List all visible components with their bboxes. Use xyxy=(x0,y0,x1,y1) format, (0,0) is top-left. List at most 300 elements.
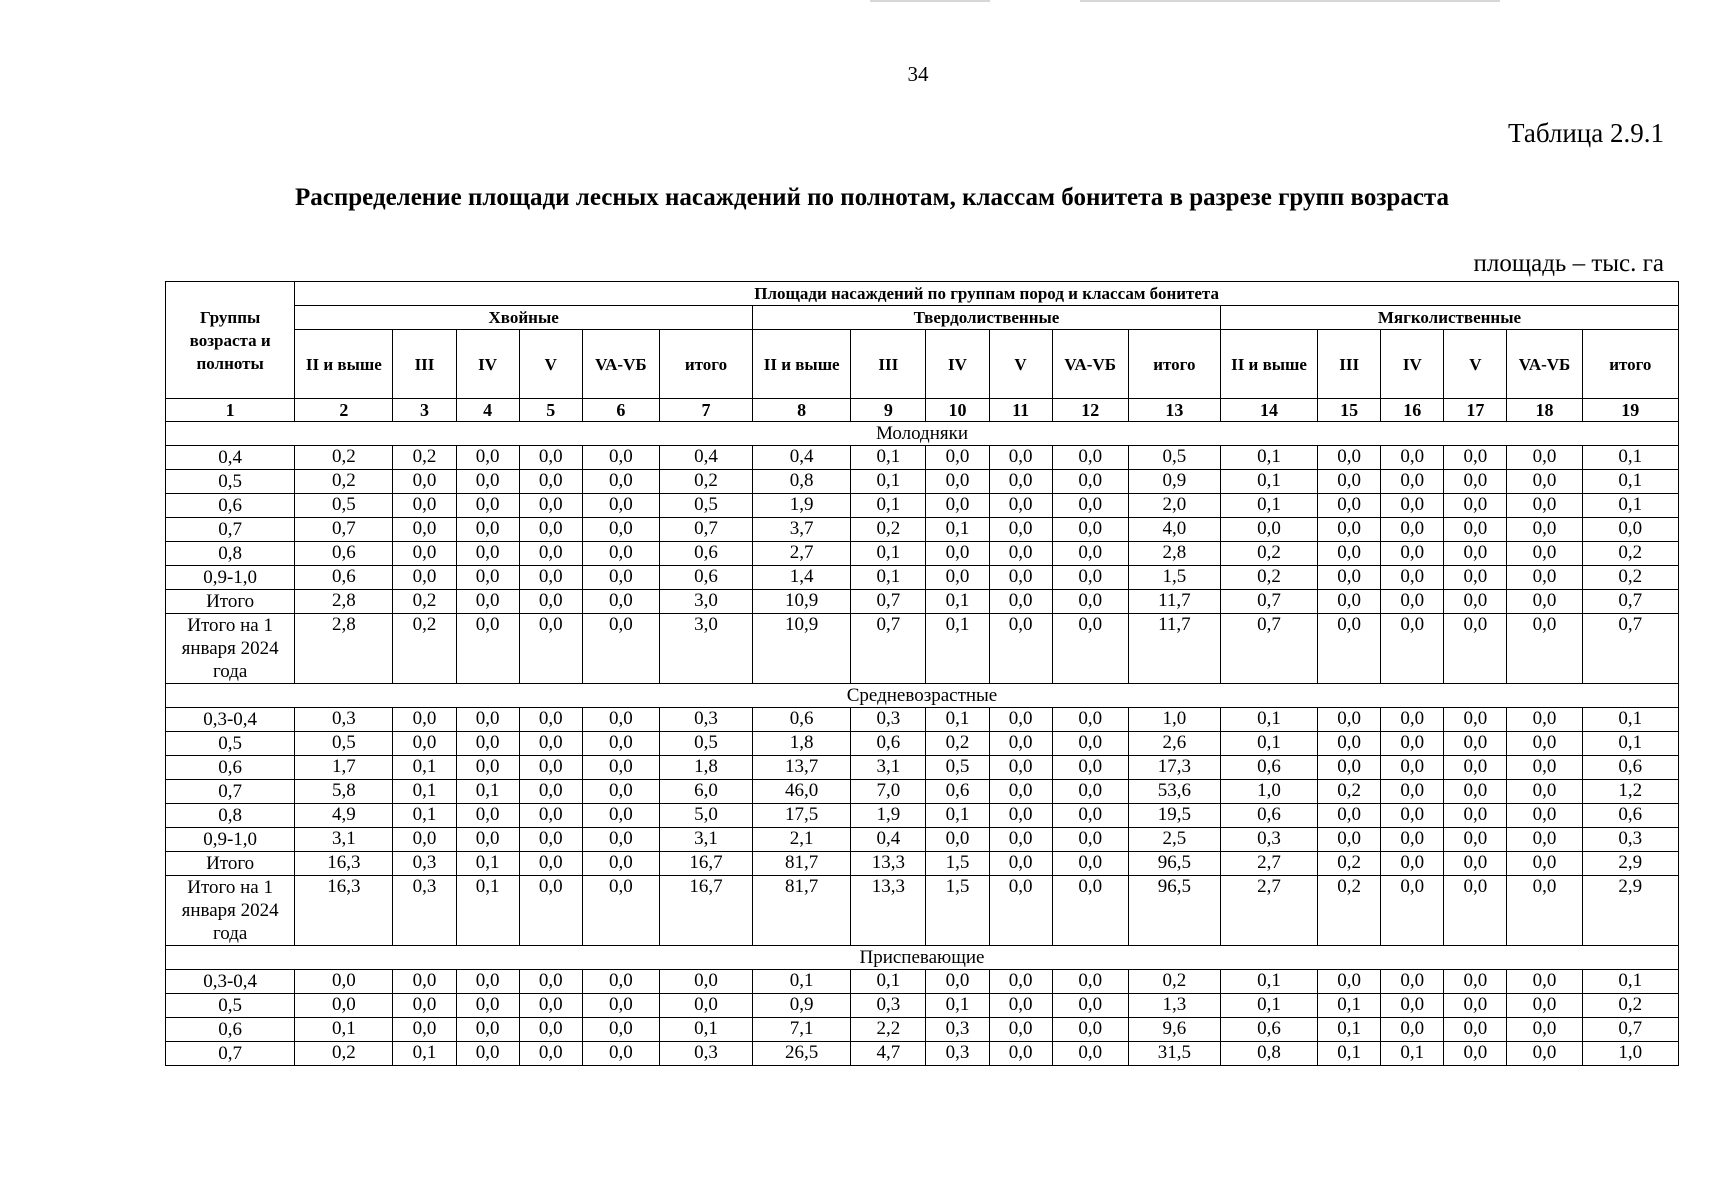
value-cell: 0,0 xyxy=(989,852,1052,876)
value-cell: 0,0 xyxy=(1052,804,1128,828)
value-cell: 0,0 xyxy=(582,970,659,994)
value-cell: 0,0 xyxy=(582,732,659,756)
row-label: 0,5 xyxy=(166,732,295,756)
value-cell: 0,0 xyxy=(989,970,1052,994)
value-cell: 0,0 xyxy=(1381,994,1444,1018)
value-cell: 0,0 xyxy=(989,542,1052,566)
group-header-coniferous: Хвойные xyxy=(295,306,753,330)
value-cell: 0,0 xyxy=(1444,804,1507,828)
value-cell: 9,6 xyxy=(1128,1018,1220,1042)
value-cell: 0,0 xyxy=(1507,970,1582,994)
row-label: Итого на 1 января 2024 года xyxy=(166,876,295,946)
value-cell: 0,0 xyxy=(1052,494,1128,518)
value-cell: 0,0 xyxy=(393,566,456,590)
value-cell: 0,3 xyxy=(926,1042,989,1066)
value-cell: 0,0 xyxy=(1052,876,1128,946)
value-cell: 3,1 xyxy=(851,756,926,780)
table-body xyxy=(166,422,1679,1066)
value-cell: 0,0 xyxy=(989,708,1052,732)
value-cell: 3,1 xyxy=(295,828,393,852)
value-cell: 0,0 xyxy=(582,828,659,852)
value-cell: 0,1 xyxy=(1318,1018,1381,1042)
section-row xyxy=(166,422,1679,446)
value-cell: 0,0 xyxy=(989,804,1052,828)
row-label: 0,6 xyxy=(166,756,295,780)
value-cell: 0,0 xyxy=(393,708,456,732)
value-cell: 0,4 xyxy=(851,828,926,852)
table-row xyxy=(166,566,1679,590)
subheader-cell: III xyxy=(393,330,456,399)
column-number: 2 xyxy=(295,399,393,422)
table-row xyxy=(166,828,1679,852)
value-cell: 0,0 xyxy=(456,542,519,566)
value-cell: 0,0 xyxy=(456,994,519,1018)
value-cell: 0,0 xyxy=(1318,708,1381,732)
value-cell: 0,0 xyxy=(1381,756,1444,780)
value-cell: 0,0 xyxy=(1052,780,1128,804)
value-cell: 0,0 xyxy=(1507,756,1582,780)
value-cell: 0,0 xyxy=(1507,1018,1582,1042)
value-cell: 0,1 xyxy=(393,804,456,828)
column-number: 5 xyxy=(519,399,582,422)
table-row xyxy=(166,518,1679,542)
value-cell: 0,0 xyxy=(393,494,456,518)
value-cell: 0,0 xyxy=(1052,590,1128,614)
value-cell: 0,0 xyxy=(456,732,519,756)
value-cell: 0,0 xyxy=(989,614,1052,684)
value-cell: 0,0 xyxy=(1318,566,1381,590)
column-number: 12 xyxy=(1052,399,1128,422)
value-cell: 0,1 xyxy=(1220,970,1317,994)
value-cell: 0,0 xyxy=(1444,566,1507,590)
value-cell: 0,0 xyxy=(582,518,659,542)
value-cell: 0,0 xyxy=(1444,708,1507,732)
value-cell: 0,0 xyxy=(1507,1042,1582,1066)
value-cell: 0,1 xyxy=(926,708,989,732)
value-cell: 0,7 xyxy=(1220,614,1317,684)
value-cell: 4,9 xyxy=(295,804,393,828)
value-cell: 0,6 xyxy=(295,566,393,590)
value-cell: 0,0 xyxy=(582,852,659,876)
value-cell: 0,0 xyxy=(926,470,989,494)
subheader-cell: V xyxy=(989,330,1052,399)
row-label: Итого на 1 января 2024 года xyxy=(166,614,295,684)
value-cell: 0,0 xyxy=(295,994,393,1018)
value-cell: 0,0 xyxy=(1052,994,1128,1018)
value-cell: 0,0 xyxy=(456,614,519,684)
value-cell: 0,0 xyxy=(659,994,752,1018)
value-cell: 0,0 xyxy=(926,542,989,566)
value-cell: 81,7 xyxy=(753,876,851,946)
value-cell: 0,1 xyxy=(851,470,926,494)
value-cell: 0,0 xyxy=(989,566,1052,590)
section-title: Средневозрастные xyxy=(166,684,1679,708)
value-cell: 17,3 xyxy=(1128,756,1220,780)
value-cell: 31,5 xyxy=(1128,1042,1220,1066)
value-cell: 0,0 xyxy=(1444,876,1507,946)
value-cell: 0,0 xyxy=(1381,518,1444,542)
value-cell: 1,8 xyxy=(659,756,752,780)
value-cell: 0,0 xyxy=(456,970,519,994)
column-number: 18 xyxy=(1507,399,1582,422)
value-cell: 0,3 xyxy=(926,1018,989,1042)
value-cell: 0,0 xyxy=(456,804,519,828)
value-cell: 0,4 xyxy=(753,446,851,470)
value-cell: 0,0 xyxy=(519,470,582,494)
value-cell: 0,0 xyxy=(519,446,582,470)
value-cell: 0,0 xyxy=(1507,590,1582,614)
section-title: Приспевающие xyxy=(166,946,1679,970)
value-cell: 0,0 xyxy=(1318,494,1381,518)
value-cell: 0,0 xyxy=(926,494,989,518)
value-cell: 0,1 xyxy=(1220,732,1317,756)
value-cell: 1,2 xyxy=(1582,780,1678,804)
value-cell: 0,0 xyxy=(926,828,989,852)
section-row xyxy=(166,946,1679,970)
value-cell: 0,1 xyxy=(1220,994,1317,1018)
row-label: 0,8 xyxy=(166,804,295,828)
value-cell: 26,5 xyxy=(753,1042,851,1066)
value-cell: 0,0 xyxy=(519,780,582,804)
subheader-cell: III xyxy=(1318,330,1381,399)
column-number: 15 xyxy=(1318,399,1381,422)
value-cell: 7,0 xyxy=(851,780,926,804)
value-cell: 0,0 xyxy=(519,876,582,946)
value-cell: 1,3 xyxy=(1128,994,1220,1018)
value-cell: 53,6 xyxy=(1128,780,1220,804)
value-cell: 0,1 xyxy=(926,590,989,614)
value-cell: 0,0 xyxy=(1507,828,1582,852)
value-cell: 0,8 xyxy=(753,470,851,494)
value-cell: 0,0 xyxy=(1444,470,1507,494)
value-cell: 0,0 xyxy=(1318,804,1381,828)
value-cell: 0,0 xyxy=(582,614,659,684)
value-cell: 0,2 xyxy=(1128,970,1220,994)
value-cell: 2,8 xyxy=(1128,542,1220,566)
value-cell: 0,0 xyxy=(393,994,456,1018)
subheader-cell: IV xyxy=(1381,330,1444,399)
value-cell: 3,7 xyxy=(753,518,851,542)
value-cell: 0,0 xyxy=(1444,732,1507,756)
value-cell: 0,0 xyxy=(1052,732,1128,756)
value-cell: 0,7 xyxy=(1582,590,1678,614)
value-cell: 0,0 xyxy=(1507,780,1582,804)
table-row xyxy=(166,1018,1679,1042)
value-cell: 0,0 xyxy=(1507,542,1582,566)
forest-area-table xyxy=(165,281,1679,1066)
value-cell: 0,0 xyxy=(519,590,582,614)
value-cell: 0,0 xyxy=(393,470,456,494)
value-cell: 0,6 xyxy=(1220,1018,1317,1042)
row-label: 0,7 xyxy=(166,1042,295,1066)
value-cell: 0,1 xyxy=(393,1042,456,1066)
value-cell: 0,6 xyxy=(659,566,752,590)
value-cell: 0,8 xyxy=(1220,1042,1317,1066)
value-cell: 0,2 xyxy=(1582,566,1678,590)
value-cell: 5,0 xyxy=(659,804,752,828)
table-row xyxy=(166,780,1679,804)
value-cell: 0,0 xyxy=(393,732,456,756)
value-cell: 0,0 xyxy=(456,518,519,542)
value-cell: 0,1 xyxy=(393,780,456,804)
row-label: 0,9-1,0 xyxy=(166,828,295,852)
value-cell: 0,0 xyxy=(989,1042,1052,1066)
value-cell: 0,0 xyxy=(456,566,519,590)
value-cell: 0,3 xyxy=(659,708,752,732)
value-cell: 0,9 xyxy=(753,994,851,1018)
value-cell: 0,0 xyxy=(295,970,393,994)
value-cell: 0,0 xyxy=(1507,446,1582,470)
value-cell: 0,6 xyxy=(926,780,989,804)
value-cell: 4,0 xyxy=(1128,518,1220,542)
value-cell: 0,5 xyxy=(926,756,989,780)
value-cell: 1,9 xyxy=(753,494,851,518)
value-cell: 0,0 xyxy=(1381,780,1444,804)
value-cell: 0,6 xyxy=(1582,756,1678,780)
value-cell: 0,0 xyxy=(1052,566,1128,590)
value-cell: 0,0 xyxy=(1052,446,1128,470)
table-row xyxy=(166,446,1679,470)
value-cell: 0,0 xyxy=(393,970,456,994)
value-cell: 0,0 xyxy=(1318,756,1381,780)
value-cell: 2,8 xyxy=(295,614,393,684)
value-cell: 0,0 xyxy=(989,494,1052,518)
value-cell: 0,0 xyxy=(989,756,1052,780)
value-cell: 16,3 xyxy=(295,852,393,876)
value-cell: 0,0 xyxy=(1220,518,1317,542)
value-cell: 0,7 xyxy=(851,614,926,684)
value-cell: 0,1 xyxy=(393,756,456,780)
value-cell: 0,0 xyxy=(393,518,456,542)
value-cell: 0,0 xyxy=(1381,970,1444,994)
value-cell: 0,2 xyxy=(926,732,989,756)
value-cell: 0,0 xyxy=(456,828,519,852)
value-cell: 0,1 xyxy=(1220,708,1317,732)
value-cell: 0,7 xyxy=(851,590,926,614)
value-cell: 0,1 xyxy=(851,446,926,470)
value-cell: 0,2 xyxy=(1582,542,1678,566)
value-cell: 1,0 xyxy=(1582,1042,1678,1066)
value-cell: 0,0 xyxy=(393,828,456,852)
value-cell: 0,0 xyxy=(456,708,519,732)
column-number: 7 xyxy=(659,399,752,422)
column-number: 4 xyxy=(456,399,519,422)
value-cell: 0,4 xyxy=(659,446,752,470)
subheader-cell: V xyxy=(519,330,582,399)
value-cell: 0,0 xyxy=(519,756,582,780)
value-cell: 0,0 xyxy=(456,756,519,780)
value-cell: 0,2 xyxy=(1318,852,1381,876)
value-cell: 0,7 xyxy=(659,518,752,542)
value-cell: 0,0 xyxy=(582,494,659,518)
value-cell: 0,1 xyxy=(1582,732,1678,756)
table-row xyxy=(166,804,1679,828)
table-row xyxy=(166,970,1679,994)
column-number-row xyxy=(166,399,1679,422)
value-cell: 0,0 xyxy=(1052,708,1128,732)
table-row xyxy=(166,542,1679,566)
value-cell: 0,0 xyxy=(1381,590,1444,614)
value-cell: 0,0 xyxy=(1444,994,1507,1018)
value-cell: 0,1 xyxy=(851,970,926,994)
value-cell: 0,0 xyxy=(1444,542,1507,566)
value-cell: 0,0 xyxy=(1381,470,1444,494)
value-cell: 0,0 xyxy=(1318,732,1381,756)
value-cell: 13,3 xyxy=(851,876,926,946)
value-cell: 0,3 xyxy=(393,876,456,946)
value-cell: 0,0 xyxy=(1444,590,1507,614)
value-cell: 0,0 xyxy=(1318,828,1381,852)
value-cell: 0,1 xyxy=(851,566,926,590)
value-cell: 0,0 xyxy=(1318,590,1381,614)
value-cell: 0,1 xyxy=(753,970,851,994)
value-cell: 0,2 xyxy=(393,614,456,684)
value-cell: 0,0 xyxy=(1052,470,1128,494)
column-number: 16 xyxy=(1381,399,1444,422)
value-cell: 3,0 xyxy=(659,590,752,614)
value-cell: 0,0 xyxy=(456,1042,519,1066)
subheader-cell: V xyxy=(1444,330,1507,399)
value-cell: 0,0 xyxy=(519,1042,582,1066)
subheader-cell: итого xyxy=(1582,330,1678,399)
value-cell: 2,9 xyxy=(1582,876,1678,946)
value-cell: 96,5 xyxy=(1128,852,1220,876)
value-cell: 0,2 xyxy=(1318,780,1381,804)
value-cell: 0,5 xyxy=(1128,446,1220,470)
value-cell: 0,3 xyxy=(295,708,393,732)
value-cell: 0,0 xyxy=(519,708,582,732)
row-label: 0,7 xyxy=(166,780,295,804)
value-cell: 0,0 xyxy=(1444,446,1507,470)
value-cell: 0,0 xyxy=(1381,494,1444,518)
value-cell: 0,0 xyxy=(989,994,1052,1018)
value-cell: 16,7 xyxy=(659,852,752,876)
group-header-row xyxy=(166,306,1679,330)
value-cell: 0,0 xyxy=(1318,970,1381,994)
value-cell: 0,0 xyxy=(456,590,519,614)
value-cell: 3,1 xyxy=(659,828,752,852)
row-label: 0,9-1,0 xyxy=(166,566,295,590)
subheader-row xyxy=(166,330,1679,399)
value-cell: 0,0 xyxy=(659,970,752,994)
table-row xyxy=(166,852,1679,876)
value-cell: 0,3 xyxy=(851,708,926,732)
value-cell: 0,0 xyxy=(519,828,582,852)
value-cell: 0,1 xyxy=(456,852,519,876)
table-title: Распределение площади лесных насаждений по полнотам, классам бонитета в разрезе групп возраста xyxy=(295,184,1450,211)
value-cell: 0,0 xyxy=(1444,1018,1507,1042)
value-cell: 0,0 xyxy=(582,446,659,470)
value-cell: 1,7 xyxy=(295,756,393,780)
value-cell: 0,0 xyxy=(1582,518,1678,542)
value-cell: 6,0 xyxy=(659,780,752,804)
top-header: Площади насаждений по группам пород и классам бонитета xyxy=(295,282,1679,306)
value-cell: 81,7 xyxy=(753,852,851,876)
value-cell: 0,0 xyxy=(582,804,659,828)
value-cell: 17,5 xyxy=(753,804,851,828)
data-table-container xyxy=(165,281,1679,1066)
value-cell: 0,0 xyxy=(1507,494,1582,518)
column-number: 1 xyxy=(166,399,295,422)
value-cell: 13,7 xyxy=(753,756,851,780)
value-cell: 0,3 xyxy=(659,1042,752,1066)
value-cell: 0,0 xyxy=(989,446,1052,470)
value-cell: 0,0 xyxy=(582,470,659,494)
table-row xyxy=(166,494,1679,518)
subheader-cell: II и выше xyxy=(1220,330,1317,399)
value-cell: 0,6 xyxy=(1220,756,1317,780)
value-cell: 0,0 xyxy=(1444,494,1507,518)
subheader-cell: итого xyxy=(659,330,752,399)
value-cell: 0,1 xyxy=(926,614,989,684)
value-cell: 0,0 xyxy=(989,470,1052,494)
value-cell: 0,6 xyxy=(295,542,393,566)
value-cell: 0,0 xyxy=(1381,852,1444,876)
value-cell: 0,1 xyxy=(1582,708,1678,732)
row-label: 0,6 xyxy=(166,494,295,518)
subheader-cell: VA-VБ xyxy=(582,330,659,399)
value-cell: 0,0 xyxy=(1318,518,1381,542)
value-cell: 0,0 xyxy=(519,804,582,828)
value-cell: 0,0 xyxy=(989,780,1052,804)
value-cell: 0,1 xyxy=(1220,494,1317,518)
value-cell: 0,2 xyxy=(393,590,456,614)
value-cell: 0,0 xyxy=(519,542,582,566)
column-number: 11 xyxy=(989,399,1052,422)
column-number: 9 xyxy=(851,399,926,422)
column-number: 17 xyxy=(1444,399,1507,422)
value-cell: 0,1 xyxy=(1582,446,1678,470)
subheader-cell: II и выше xyxy=(753,330,851,399)
value-cell: 0,0 xyxy=(582,876,659,946)
value-cell: 0,0 xyxy=(1381,708,1444,732)
value-cell: 0,3 xyxy=(393,852,456,876)
value-cell: 0,0 xyxy=(1052,1018,1128,1042)
value-cell: 0,0 xyxy=(1507,852,1582,876)
value-cell: 0,0 xyxy=(1381,614,1444,684)
row-label: 0,7 xyxy=(166,518,295,542)
value-cell: 0,0 xyxy=(1507,804,1582,828)
value-cell: 0,0 xyxy=(1052,756,1128,780)
value-cell: 0,1 xyxy=(1220,446,1317,470)
value-cell: 0,2 xyxy=(1220,542,1317,566)
value-cell: 0,0 xyxy=(519,1018,582,1042)
value-cell: 0,0 xyxy=(1444,852,1507,876)
value-cell: 0,1 xyxy=(659,1018,752,1042)
value-cell: 0,0 xyxy=(1381,732,1444,756)
value-cell: 0,0 xyxy=(1444,614,1507,684)
value-cell: 0,0 xyxy=(1507,994,1582,1018)
value-cell: 0,0 xyxy=(1507,876,1582,946)
value-cell: 0,0 xyxy=(582,1018,659,1042)
group-header-hardwood: Твердолиственные xyxy=(753,306,1221,330)
value-cell: 0,0 xyxy=(1052,1042,1128,1066)
value-cell: 2,1 xyxy=(753,828,851,852)
value-cell: 0,0 xyxy=(1381,566,1444,590)
value-cell: 0,0 xyxy=(582,590,659,614)
value-cell: 0,0 xyxy=(582,542,659,566)
value-cell: 1,5 xyxy=(926,876,989,946)
value-cell: 0,7 xyxy=(295,518,393,542)
value-cell: 0,5 xyxy=(659,494,752,518)
table-row xyxy=(166,756,1679,780)
value-cell: 0,2 xyxy=(295,1042,393,1066)
value-cell: 0,1 xyxy=(295,1018,393,1042)
value-cell: 0,2 xyxy=(851,518,926,542)
value-cell: 0,2 xyxy=(295,446,393,470)
value-cell: 0,0 xyxy=(519,566,582,590)
value-cell: 1,4 xyxy=(753,566,851,590)
